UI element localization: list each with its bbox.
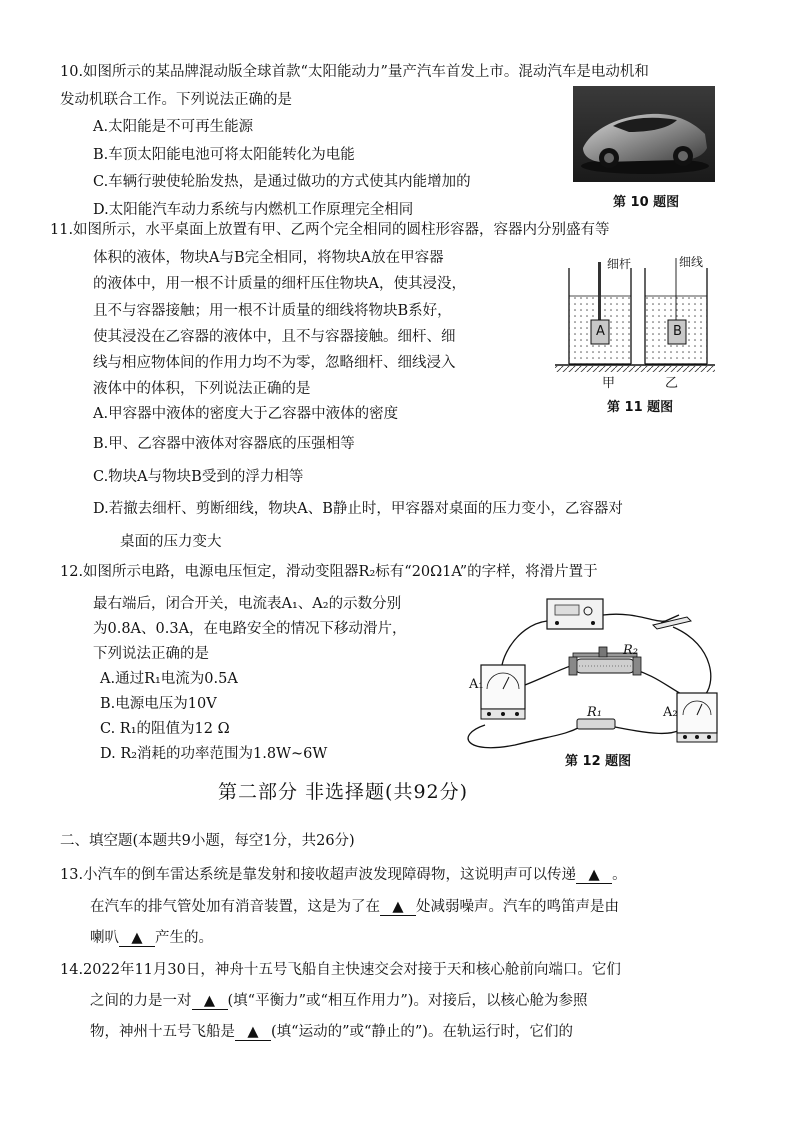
q13-answer-blank-1[interactable]: ▲ bbox=[576, 867, 612, 884]
q11-option-d: D.若撤去细杆、剪断细线，物块A、B静止时，甲容器对桌面的压力变小，乙容器对 bbox=[93, 501, 623, 517]
q10-stem-line1: 10.如图所示的某品牌混动版全球首款“太阳能动力”量产汽车首发上市。混动汽车是电动机和 bbox=[60, 64, 649, 80]
q13-text-3a: 喇叭 bbox=[90, 930, 119, 946]
q10-option-d: D.太阳能汽车动力系统与内燃机工作原理完全相同 bbox=[93, 202, 414, 218]
q12-circuit-figure bbox=[455, 585, 725, 755]
q14-text-3b: (填“运动的”或“静止的”)。在轨运行时，它们的 bbox=[271, 1024, 573, 1040]
ammeter2-label: A₂ bbox=[663, 705, 678, 720]
q11-stem-line6: 线与相应物体间的作用力均不为零，忽略细杆、细线浸入 bbox=[93, 355, 456, 371]
resistor1-label: R₁ bbox=[587, 705, 602, 720]
q10-option-a: A.太阳能是不可再生能源 bbox=[93, 119, 254, 135]
q14-text-2b: (填“平衡力”或“相互作用力”)。对接后，以核心舱为参照 bbox=[227, 993, 588, 1009]
q13-answer-blank-3[interactable]: ▲ bbox=[119, 930, 155, 947]
q10-option-b: B.车顶太阳能电池可将太阳能转化为电能 bbox=[93, 147, 355, 163]
q10-option-c: C.车辆行驶使轮胎发热，是通过做功的方式使其内能增加的 bbox=[93, 174, 471, 190]
q14-line2 bbox=[90, 991, 587, 1011]
q11-stem-line4: 且不与容器接触；用一根不计质量的细线将物块B系好， bbox=[93, 303, 452, 319]
q12-option-b: B.电源电压为10V bbox=[100, 696, 217, 712]
q10-stem-line2: 发动机联合工作。下列说法正确的是 bbox=[60, 92, 292, 108]
q11-stem-line2: 体积的液体，物块A与B完全相同，将物块A放在甲容器 bbox=[93, 250, 444, 266]
q11-stem-line7: 液体中的体积，下列说法正确的是 bbox=[93, 381, 311, 397]
q13-text-2b: 处减弱噪声。汽车的鸣笛声是由 bbox=[416, 899, 619, 915]
q12-figure-caption: 第 12 题图 bbox=[565, 754, 632, 769]
q12-stem-line3: 为0.8A、0.3A，在电路安全的情况下移动滑片， bbox=[93, 621, 407, 637]
q14-line1: 14.2022年11月30日，神舟十五号飞船自主快速交会对接于天和核心舱前向端口。它们 bbox=[60, 962, 621, 978]
container-jia-label: 甲 bbox=[602, 376, 616, 391]
q12-stem-line4: 下列说法正确的是 bbox=[93, 646, 209, 662]
q14-answer-blank-2[interactable]: ▲ bbox=[235, 1024, 271, 1041]
q12-stem-line2: 最右端后，闭合开关，电流表A₁、A₂的示数分别 bbox=[93, 596, 402, 612]
q10-car-photo bbox=[573, 86, 715, 182]
part2-title: 第二部分 非选择题(共92分) bbox=[218, 781, 469, 803]
q13-answer-blank-2[interactable]: ▲ bbox=[380, 899, 416, 916]
q13-line3 bbox=[90, 928, 213, 948]
q12-option-d: D. R₂消耗的功率范围为1.8W~6W bbox=[100, 746, 328, 762]
q11-stem-line1: 11.如图所示，水平桌面上放置有甲、乙两个完全相同的圆柱形容器，容器内分别盛有等 bbox=[50, 222, 610, 238]
q11-option-a: A.甲容器中液体的密度大于乙容器中液体的密度 bbox=[93, 406, 399, 422]
thread-label: 细线 bbox=[679, 255, 704, 269]
q14-line3 bbox=[90, 1022, 573, 1042]
q11-option-c: C.物块A与物块B受到的浮力相等 bbox=[93, 469, 304, 485]
q11-option-b: B.甲、乙容器中液体对容器底的压强相等 bbox=[93, 436, 355, 452]
q12-option-c: C. R₁的阻值为12 Ω bbox=[100, 721, 230, 737]
q13-line2 bbox=[90, 897, 619, 917]
q12-stem-line1: 12.如图所示电路，电源电压恒定，滑动变阻器R₂标有“20Ω1A”的字样，将滑片置于 bbox=[60, 564, 598, 580]
q11-figure-caption: 第 11 题图 bbox=[607, 400, 674, 415]
q13-line1 bbox=[60, 865, 627, 885]
q11-containers-figure bbox=[555, 248, 715, 398]
container-yi-label: 乙 bbox=[665, 376, 679, 391]
q13-text-3b: 产生的。 bbox=[155, 930, 213, 946]
q13-text-1a: 13.小汽车的倒车雷达系统是靠发射和接收超声波发现障碍物，这说明声可以传递 bbox=[60, 867, 577, 883]
q14-text-2a: 之间的力是一对 bbox=[90, 993, 192, 1009]
q12-option-a: A.通过R₁电流为0.5A bbox=[100, 671, 238, 687]
ammeter1-label: A₁ bbox=[469, 677, 484, 692]
resistor2-label: R₂ bbox=[623, 643, 638, 658]
rod-label: 细杆 bbox=[607, 257, 632, 271]
q11-option-d-cont: 桌面的压力变大 bbox=[120, 534, 222, 550]
section2-heading: 二、填空题(本题共9小题，每空1分，共26分) bbox=[60, 833, 355, 849]
block-a-label: A bbox=[596, 324, 605, 339]
q14-text-3a: 物，神州十五号飞船是 bbox=[90, 1024, 235, 1040]
q11-stem-line3: 的液体中，用一根不计质量的细杆压住物块A，使其浸没， bbox=[93, 276, 466, 292]
q11-stem-line5: 使其浸没在乙容器的液体中，且不与容器接触。细杆、细 bbox=[93, 329, 456, 345]
q13-text-1b: 。 bbox=[612, 867, 627, 883]
q13-text-2a: 在汽车的排气管处加有消音装置，这是为了在 bbox=[90, 899, 380, 915]
q14-answer-blank-1[interactable]: ▲ bbox=[192, 993, 228, 1010]
q10-figure-caption: 第 10 题图 bbox=[613, 195, 680, 210]
block-b-label: B bbox=[673, 324, 682, 339]
